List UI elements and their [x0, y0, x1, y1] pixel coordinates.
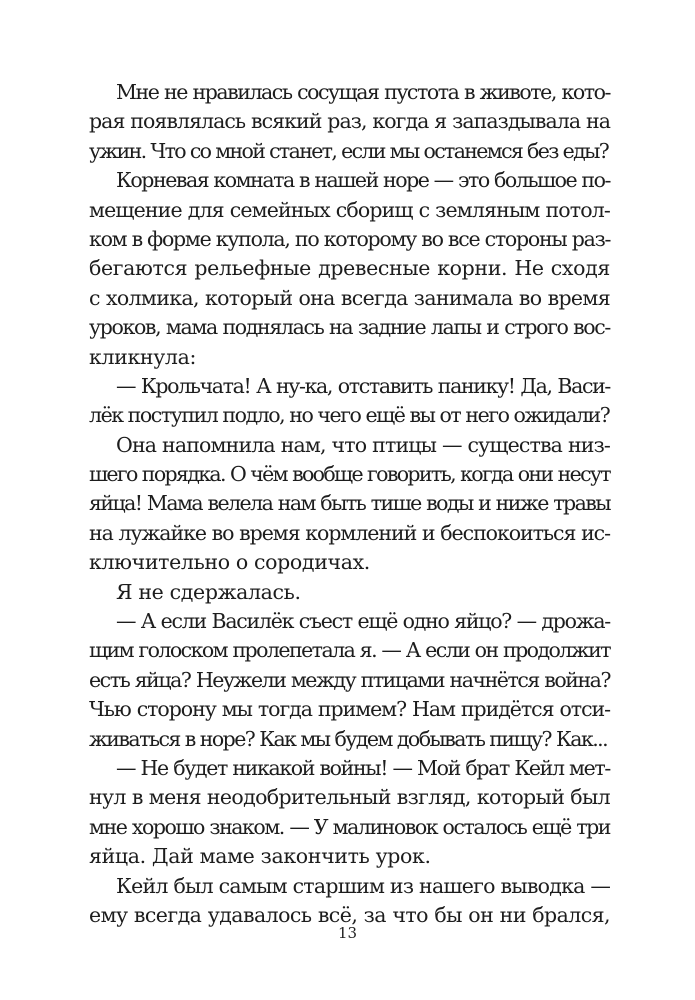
text-line: нул в меня неодобрительный взгляд, который был: [89, 785, 610, 810]
text-line: живаться в норе? Как мы будем добывать пищу? Как...: [89, 726, 608, 751]
body-text: [89, 78, 610, 930]
text-line: ему всегда удавалось всё, за что бы он ни брался,: [89, 902, 610, 927]
text-line: яйца! Мама велела нам быть тише воды и ниже травы: [89, 491, 610, 516]
text-line: кликнула:: [89, 344, 197, 369]
text-line: мне хорошо знаком. — У малиновок осталось ещё три: [89, 814, 610, 839]
text-line: уроков, мама поднялась на задние лапы и строго вос-: [89, 315, 610, 340]
text-line: лёк поступил подло, но чего ещё вы от него ожидали?: [89, 403, 610, 428]
text-line: — Крольчата! А ну-ка, отставить панику! Да, Васи-: [116, 373, 610, 398]
text-line: бегаются рельефные древесные корни. Не сходя: [89, 256, 610, 281]
text-line: яйца. Дай маме закончить урок.: [89, 844, 431, 869]
text-line: Корневая комната в нашей норе — это большое по-: [116, 168, 610, 193]
text-line: Мне не нравилась сосущая пустота в животе, кото-: [116, 80, 610, 104]
text-line: Кейл был самым старшим из нашего выводка —: [116, 873, 611, 898]
text-line: ключительно о сородичах.: [89, 550, 370, 575]
page-number: 13: [337, 924, 358, 942]
text-line: Чью сторону мы тогда примем? Нам придётся отси-: [89, 697, 610, 722]
text-line: ужин. Что со мной станет, если мы останемся без еды?: [89, 138, 609, 163]
text-line: шего порядка. О чём вообще говорить, когда они несут: [89, 462, 610, 487]
text-line: — Не будет никакой войны! — Мой брат Кейл мет-: [116, 755, 610, 780]
text-line: ком в форме купола, по которому во все стороны раз-: [89, 226, 611, 251]
text-line: на лужайке во время кормлений и беспокоиться ис-: [89, 520, 610, 545]
text-line: Она напомнила нам, что птицы — существа низ-: [116, 432, 610, 457]
text-line: мещение для семейных сборищ с земляным потол-: [89, 197, 610, 222]
text-line: рая появлялась всякий раз, когда я запаздывала на: [89, 109, 610, 134]
text-line: Я не сдержалась.: [116, 579, 301, 604]
text-line: с холмика, который она всегда занимала во время: [89, 285, 610, 310]
text-line: — А если Василёк съест ещё одно яйцо? — дрожа-: [116, 609, 610, 634]
text-line: щим голоском пролепетала я. — А если он продолжит: [89, 638, 610, 663]
text-line: есть яйца? Неужели между птицами начнётся война?: [89, 667, 610, 692]
